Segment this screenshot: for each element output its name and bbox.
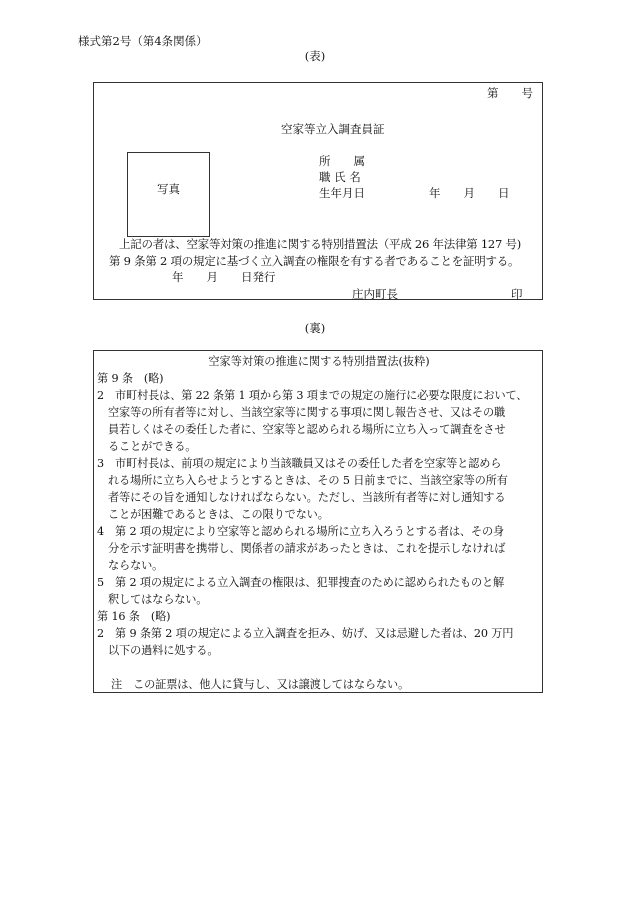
issuer: 庄内町長 [352, 287, 398, 301]
law-line: 空家等の所有者等に対し、当該空家等に関する事項に関し報告させ、又はその職 [108, 406, 506, 419]
back-side-label: (裏) [304, 321, 326, 335]
name-label: 職 氏 名 [319, 170, 361, 184]
id-card-back [93, 350, 543, 693]
card-number: 第 号 [487, 86, 533, 100]
affiliation-label: 所 属 [319, 154, 365, 168]
form-number: 様式第2号（第4条関係） [78, 34, 208, 48]
law-line: 2 第 9 条第 2 項の規定による立入調査を拒み、妨げ、又は忌避した者は、20 万円 [97, 627, 514, 640]
photo-box [127, 152, 210, 237]
card-title: 空家等立入調査員証 [281, 122, 385, 136]
law-line: 4 第 2 項の規定により空家等と認められる場所に立ち入ろうとする者は、その身 [97, 525, 505, 538]
law-line: ことが困難であるときは、この限りでない。 [108, 508, 329, 521]
law-line: 以下の過料に処する。 [108, 644, 219, 657]
law-title: 空家等対策の推進に関する特別措置法(抜粋) [208, 355, 430, 368]
law-line: 3 市町村長は、前項の規定により当該職員又はその委任した者を空家等と認めら [97, 457, 502, 470]
law-line: 第 9 条 (略) [97, 372, 164, 385]
law-line: ならない。 [108, 559, 164, 572]
law-line: 員若しくはその委任した者に、空家等と認められる場所に立ち入って調査をさせ [108, 423, 506, 436]
photo-label: 写真 [157, 182, 180, 196]
cert-line: 第 9 条第 2 項の規定に基づく立入調査の権限を有する者であることを証明する。 [109, 254, 520, 268]
cert-line: 上記の者は、空家等対策の推進に関する特別措置法（平成 26 年法律第 127 号) [119, 237, 521, 251]
law-line: れる場所に立ち入らせようとするときは、その 5 日前までに、当該空家等の所有 [108, 474, 508, 487]
id-card-front [93, 82, 543, 300]
issue-date: 年 月 日発行 [172, 270, 276, 284]
law-line: 釈してはならない。 [108, 593, 208, 606]
law-line: ることができる。 [108, 440, 197, 453]
front-side-label: (表) [304, 49, 326, 63]
law-line: 者等にその旨を通知しなければならない。ただし、当該所有者等に対し通知する [108, 491, 506, 504]
law-line: 2 市町村長は、第 22 条第 1 項から第 3 項までの規定の施行に必要な限度において、 [97, 389, 528, 402]
law-line: 第 16 条 (略) [97, 610, 171, 623]
birth-label: 生年月日 [319, 186, 365, 200]
law-line: 5 第 2 項の規定による立入調査の権限は、犯罪捜査のために認められたものと解 [97, 576, 505, 589]
law-line: 分を示す証明書を携帯し、関係者の請求があったときは、これを提示しなければ [108, 542, 506, 555]
seal-mark: 印 [511, 287, 523, 301]
birth-date: 年 月 日 [429, 186, 510, 200]
usage-note: 注 この証票は、他人に貸与し、又は譲渡してはならない。 [111, 678, 410, 691]
